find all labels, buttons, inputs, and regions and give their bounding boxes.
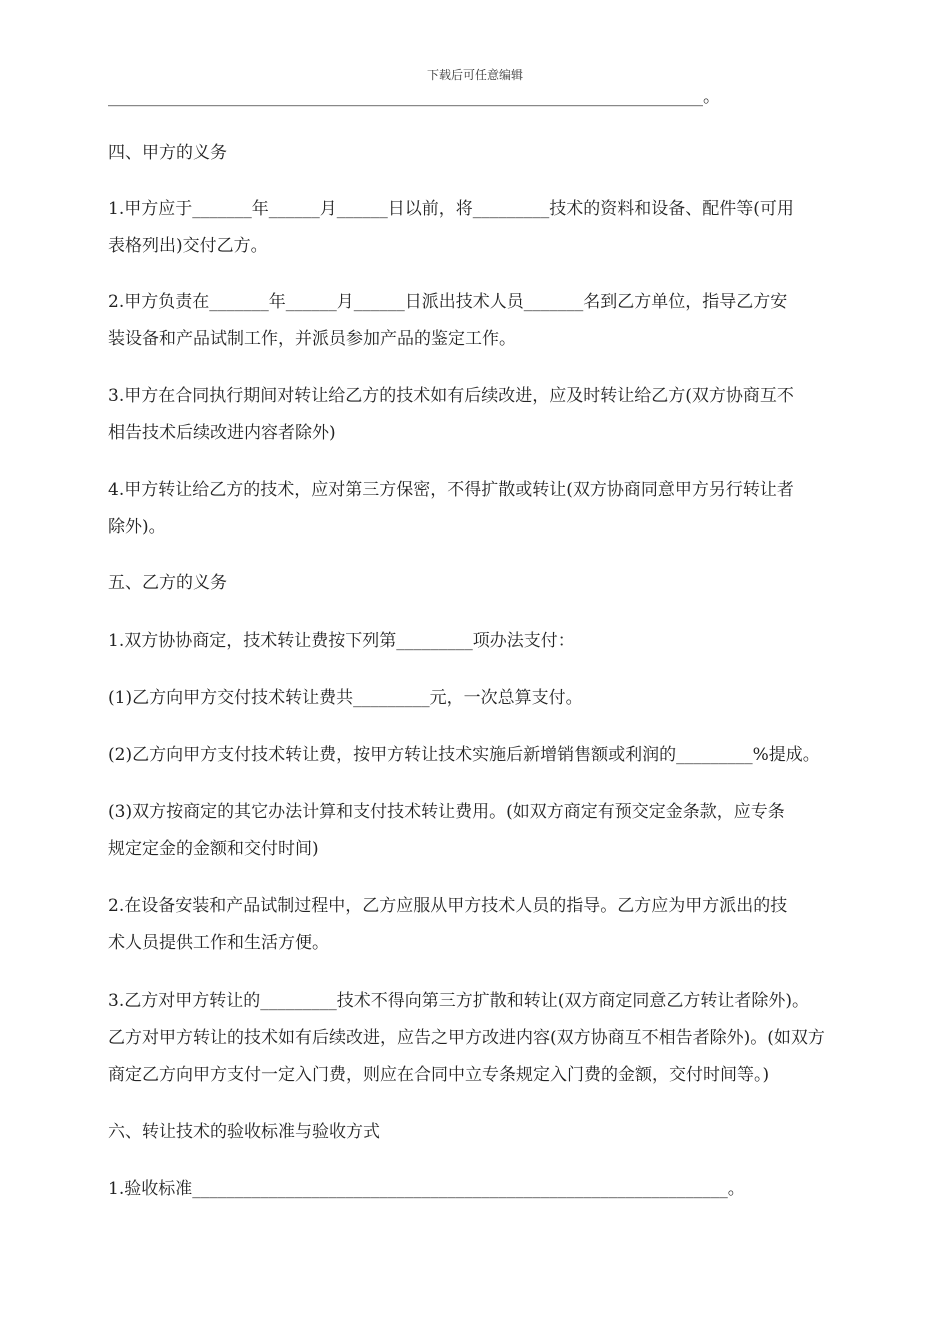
page-header: 下载后可任意编辑	[426, 68, 523, 82]
section-heading-5: 五、乙方的义务	[108, 573, 227, 593]
clause-5-3-line-1: 3.乙方对甲方转让的_________技术不得向第三方扩散和转让(双方商定同意乙方转让者除外)。	[108, 991, 809, 1011]
clause-5-1-option-1: (1)乙方向甲方交付技术转让费共_________元，一次总算支付。	[108, 688, 583, 708]
clause-4-2-line-2: 装设备和产品试制工作，并派员参加产品的鉴定工作。	[108, 329, 516, 349]
clause-4-1-line-1: 1.甲方应于_______年______月______日以前，将_________技术的资料和设备、配件等(可用	[108, 199, 794, 219]
clause-4-4-line-2: 除外)。	[108, 517, 166, 537]
clause-5-1: 1.双方协协商定，技术转让费按下列第_________项办法支付：	[108, 631, 575, 651]
clause-4-3-line-1: 3.甲方在合同执行期间对转让给乙方的技术如有后续改进，应及时转让给乙方(双方协商互不	[108, 386, 794, 406]
clause-4-1-line-2: 表格列出)交付乙方。	[108, 236, 268, 256]
section-heading-6: 六、转让技术的验收标准与验收方式	[108, 1122, 380, 1142]
clause-5-2-line-1: 2.在设备安装和产品试制过程中，乙方应服从甲方技术人员的指导。乙方应为甲方派出的技	[108, 896, 788, 916]
clause-4-4-line-1: 4.甲方转让给乙方的技术，应对第三方保密，不得扩散或转让(双方协商同意甲方另行转让者	[108, 480, 794, 500]
clause-5-1-option-3-line-2: 规定定金的金额和交付时间)	[108, 839, 319, 859]
clause-5-1-option-3-line-1: (3)双方按商定的其它办法计算和支付技术转让费用。(如双方商定有预交定金条款，应专条	[108, 802, 785, 822]
clause-6-1: 1.验收标准_______________________________________________________________。	[108, 1179, 745, 1199]
clause-5-2-line-2: 术人员提供工作和生活方便。	[108, 933, 329, 953]
clause-4-2-line-1: 2.甲方负责在_______年______月______日派出技术人员_______名到乙方单位，指导乙方安	[108, 292, 788, 312]
clause-4-3-line-2: 相告技术后续改进内容者除外)	[108, 423, 336, 443]
section-heading-4: 四、甲方的义务	[108, 143, 227, 163]
clause-5-3-line-2: 乙方对甲方转让的技术如有后续改进，应告之甲方改进内容(双方协商互不相告者除外)。(如双方	[108, 1028, 825, 1048]
clause-5-1-option-2: (2)乙方向甲方支付技术转让费，按甲方转让技术实施后新增销售额或利润的_________%提成。	[108, 745, 820, 765]
blank-fill-line: ______________________________________________________________________。	[108, 87, 720, 107]
clause-5-3-line-3: 商定乙方向甲方支付一定入门费，则应在合同中立专条规定入门费的金额，交付时间等。)	[108, 1065, 770, 1085]
